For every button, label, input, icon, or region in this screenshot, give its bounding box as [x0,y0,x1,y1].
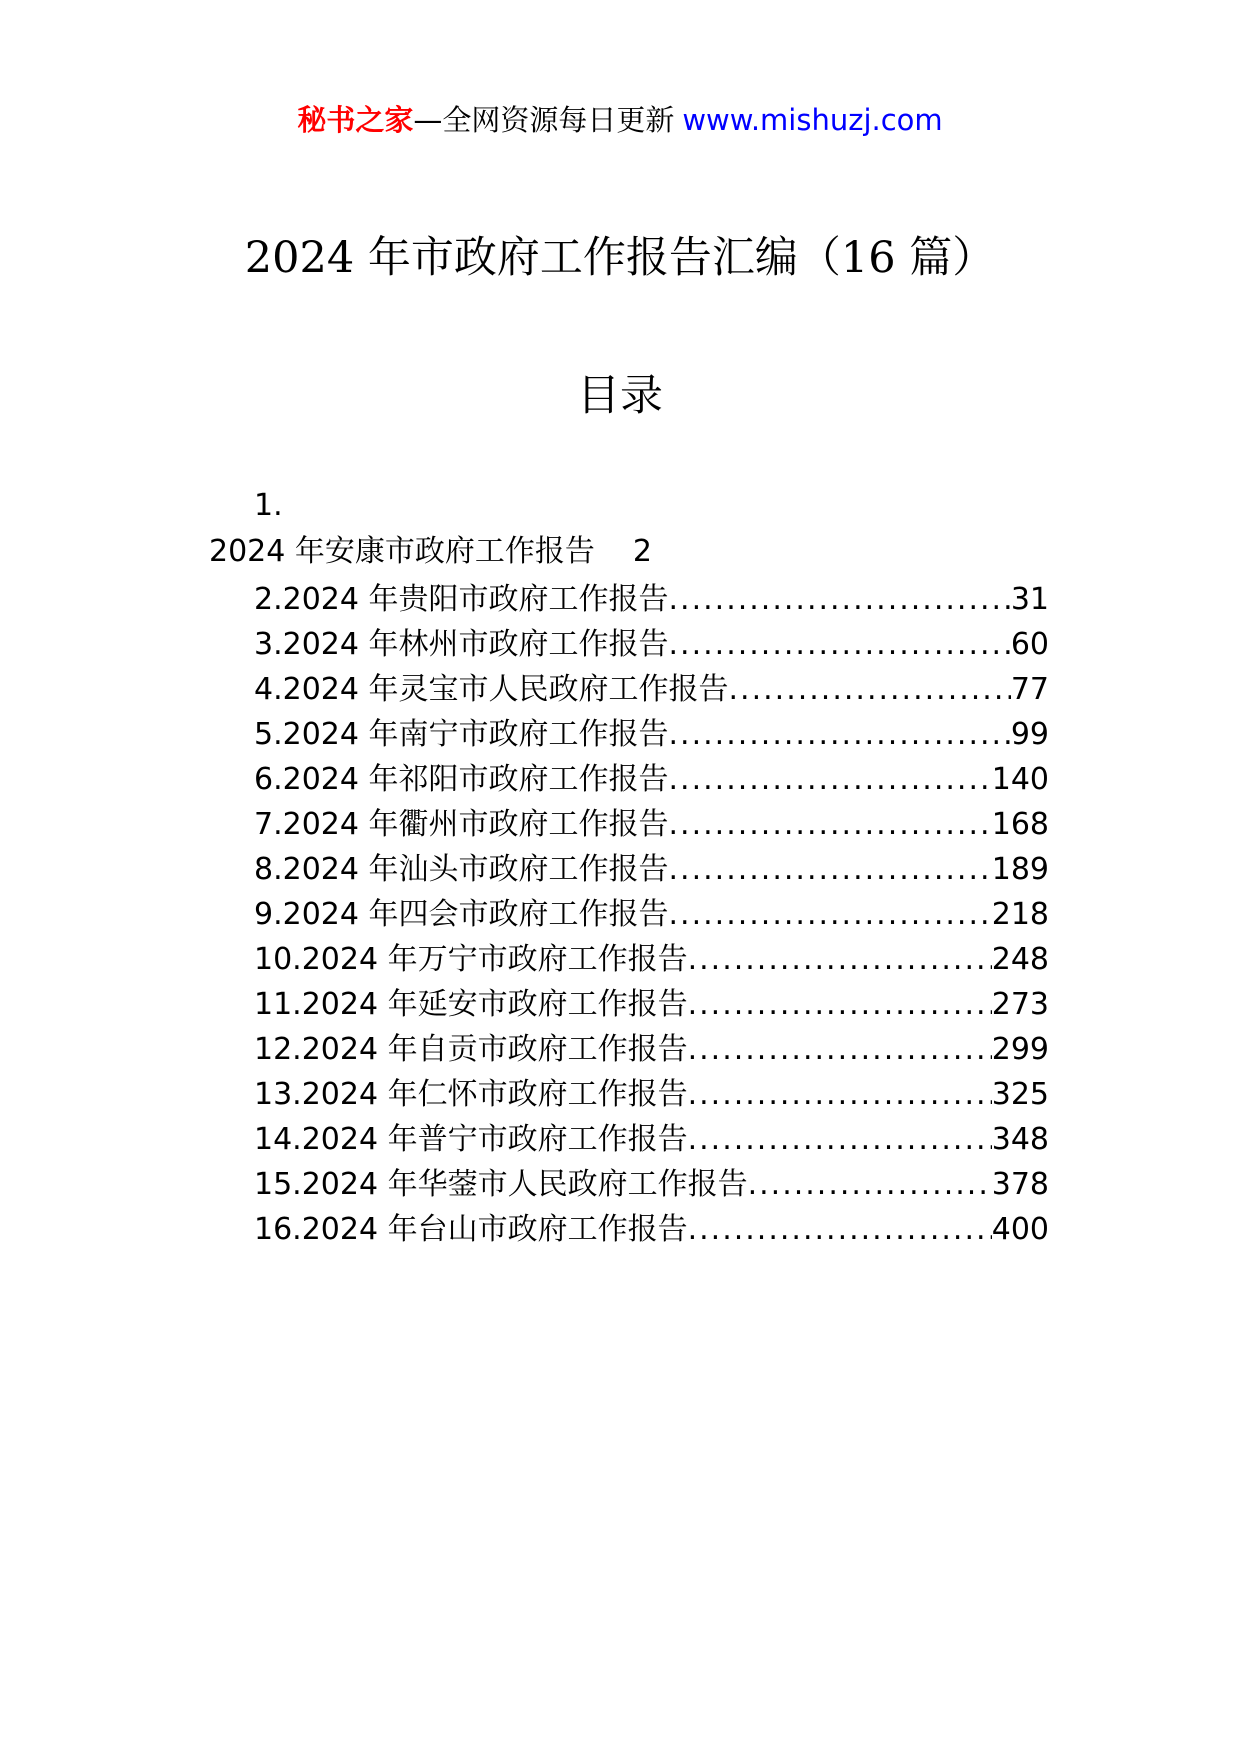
toc-entry-title: 11.2024 年延安市政府工作报告 [254,987,688,1022]
toc-entry[interactable] [254,802,1049,847]
toc-entry-page: 248 [991,942,1049,977]
toc-entry-page: 348 [991,1122,1049,1157]
toc-entry-title: 12.2024 年自贡市政府工作报告 [254,1032,688,1067]
toc-entry[interactable] [254,712,1049,757]
toc-entry-page: 400 [991,1212,1049,1247]
toc-entry[interactable] [254,757,1049,802]
toc-entry[interactable] [254,847,1049,892]
toc-entry-title: 6.2024 年祁阳市政府工作报告 [254,762,669,797]
toc-entry-page: 273 [991,987,1049,1022]
toc-entry[interactable] [254,1072,1049,1117]
toc-entry-page: 99 [1010,717,1049,752]
dot-leader [688,1027,992,1072]
toc-entry-title: 13.2024 年仁怀市政府工作报告 [254,1077,688,1112]
toc-entry-title: 9.2024 年四会市政府工作报告 [254,897,669,932]
toc-entry-title: 14.2024 年普宁市政府工作报告 [254,1122,688,1157]
dot-leader [669,892,992,937]
toc-entry-page: 218 [991,897,1049,932]
toc-entry-page: 299 [991,1032,1049,1067]
toc-entry-page: 189 [991,852,1049,887]
dot-leader [748,1162,992,1207]
toc-list [254,577,1049,1252]
toc-entry-page: 77 [1010,672,1049,707]
toc-entry-page: 31 [1010,582,1049,617]
toc-entry-page: 140 [991,762,1049,797]
toc-entry-title: 4.2024 年灵宝市人民政府工作报告 [254,672,729,707]
toc-entry-page: 168 [991,807,1049,842]
document-title: 2024 年市政府工作报告汇编（16 篇） [244,233,996,283]
toc-entry[interactable] [254,1117,1049,1162]
toc-entry[interactable] [254,892,1049,937]
toc-entry[interactable] [254,1207,1049,1252]
toc-entry-page: 2 [632,534,652,569]
dot-leader [688,1072,992,1117]
dot-leader [688,1117,992,1162]
dot-leader [669,847,992,892]
toc-heading: 目录 [577,371,663,421]
header-banner [0,100,1240,140]
toc-entry-title: 16.2024 年台山市政府工作报告 [254,1212,688,1247]
toc-entry-1[interactable] [209,532,652,572]
toc-entry-title: 2.2024 年贵阳市政府工作报告 [254,582,669,617]
toc-entry-title: 2024 年安康市政府工作报告 [209,534,595,569]
toc-entry-title: 5.2024 年南宁市政府工作报告 [254,717,669,752]
toc-first-number: 1. [254,488,283,523]
dot-leader [688,1207,992,1252]
site-url-link[interactable]: www.mishuzj.com [682,103,943,137]
toc-entry[interactable] [254,1162,1049,1207]
dot-leader [669,757,992,802]
dot-leader [669,802,992,847]
toc-entry-title: 10.2024 年万宁市政府工作报告 [254,942,688,977]
toc-entry-page: 325 [991,1077,1049,1112]
toc-entry-title: 8.2024 年汕头市政府工作报告 [254,852,669,887]
dot-leader [688,937,992,982]
toc-entry-page: 378 [991,1167,1049,1202]
dot-leader [669,577,1011,622]
toc-entry[interactable] [254,577,1049,622]
toc-entry-page: 60 [1010,627,1049,662]
toc-entry-title: 3.2024 年林州市政府工作报告 [254,627,669,662]
dot-leader [688,982,992,1027]
header-tagline: —全网资源每日更新 [413,103,675,137]
brand-name: 秘书之家 [297,103,414,137]
dot-leader [669,712,1011,757]
toc-entry[interactable] [254,1027,1049,1072]
dot-leader [729,667,1011,712]
toc-entry[interactable] [254,937,1049,982]
toc-entry-title: 15.2024 年华蓥市人民政府工作报告 [254,1167,748,1202]
dot-leader [669,622,1011,667]
toc-entry-title: 7.2024 年衢州市政府工作报告 [254,807,669,842]
toc-entry[interactable] [254,982,1049,1027]
toc-entry[interactable] [254,622,1049,667]
toc-entry[interactable] [254,667,1049,712]
